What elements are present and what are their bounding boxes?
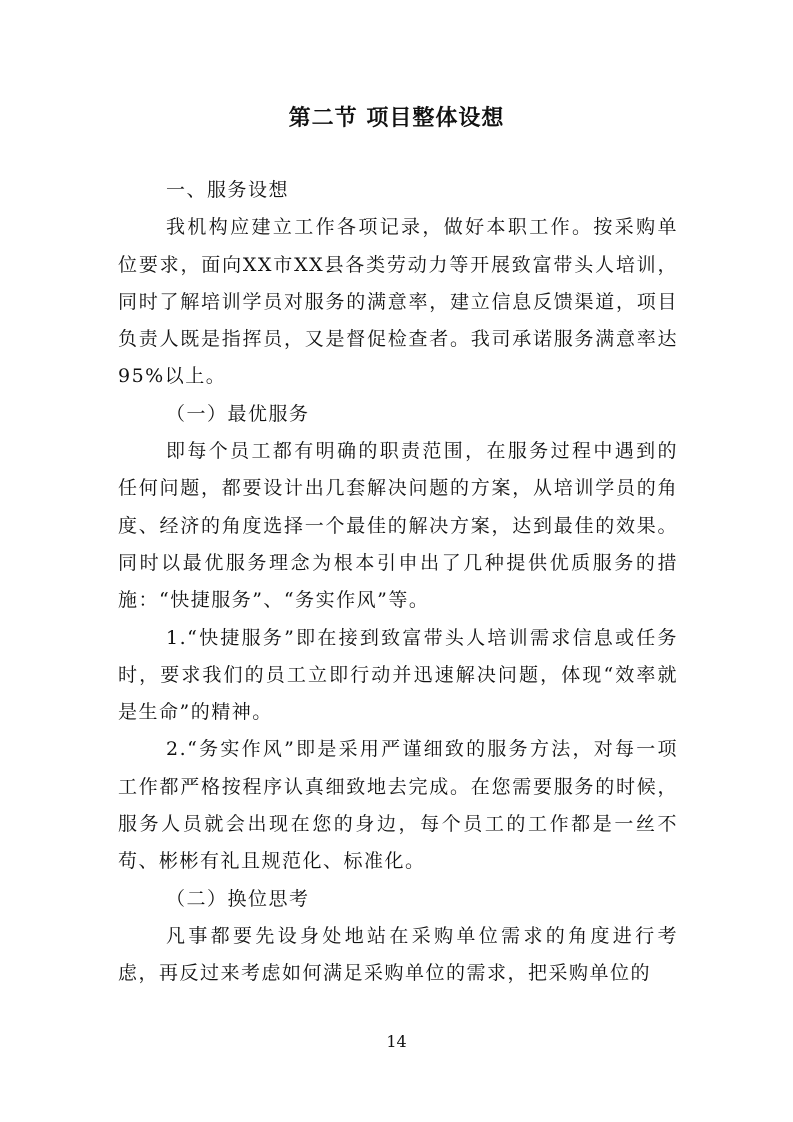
heading-optimal-service: （一）最优服务 (166, 402, 310, 425)
paragraph-perspective-taking: 凡事都要先设身处地站在采购单位需求的角度进行考虑，再反过来考虑如何满足采购单位的需求，把采购单位的 (118, 924, 678, 985)
paragraph-service-overview: 我机构应建立工作各项记录，做好本职工作。按采购单位要求，面向XX市XX县各类劳动力等开展致富带头人培训，同时了解培训学员对服务的满意率，建立信息反馈渠道，项目负责人既是指挥员，又是督促检查者。我司承诺服务满意率达 95%以上。 (118, 216, 678, 388)
paragraph-fast-service: 1.“快捷服务”即在接到致富带头人培训需求信息或任务时，要求我们的员工立即行动并迅速解决问题，体现“效率就是生命”的精神。 (118, 626, 678, 724)
heading-perspective-taking: （二）换位思考 (166, 887, 310, 910)
paragraph-practical-style: 2.“务实作风”即是采用严谨细致的服务方法，对每一项工作都严格按程序认真细致地去完成。在您需要服务的时候，服务人员就会出现在您的身边，每个员工的工作都是一丝不苟、彬彬有礼且规范化、标准化。 (118, 738, 678, 873)
paragraph-optimal-service: 即每个员工都有明确的职责范围，在服务过程中遇到的任何问题，都要设计出几套解决问题的方案，从培训学员的角度、经济的角度选择一个最佳的解决方案，达到最佳的效果。同时以最优服务理念为根本引申出了几种提供优质服务的措施：“快捷服务”、“务实作风”等。 (118, 440, 678, 612)
section-title: 第二节 项目整体设想 (288, 105, 505, 131)
page-number: 14 (386, 1032, 407, 1051)
heading-service-concept: 一、服务设想 (166, 179, 290, 201)
document-body (118, 172, 678, 993)
